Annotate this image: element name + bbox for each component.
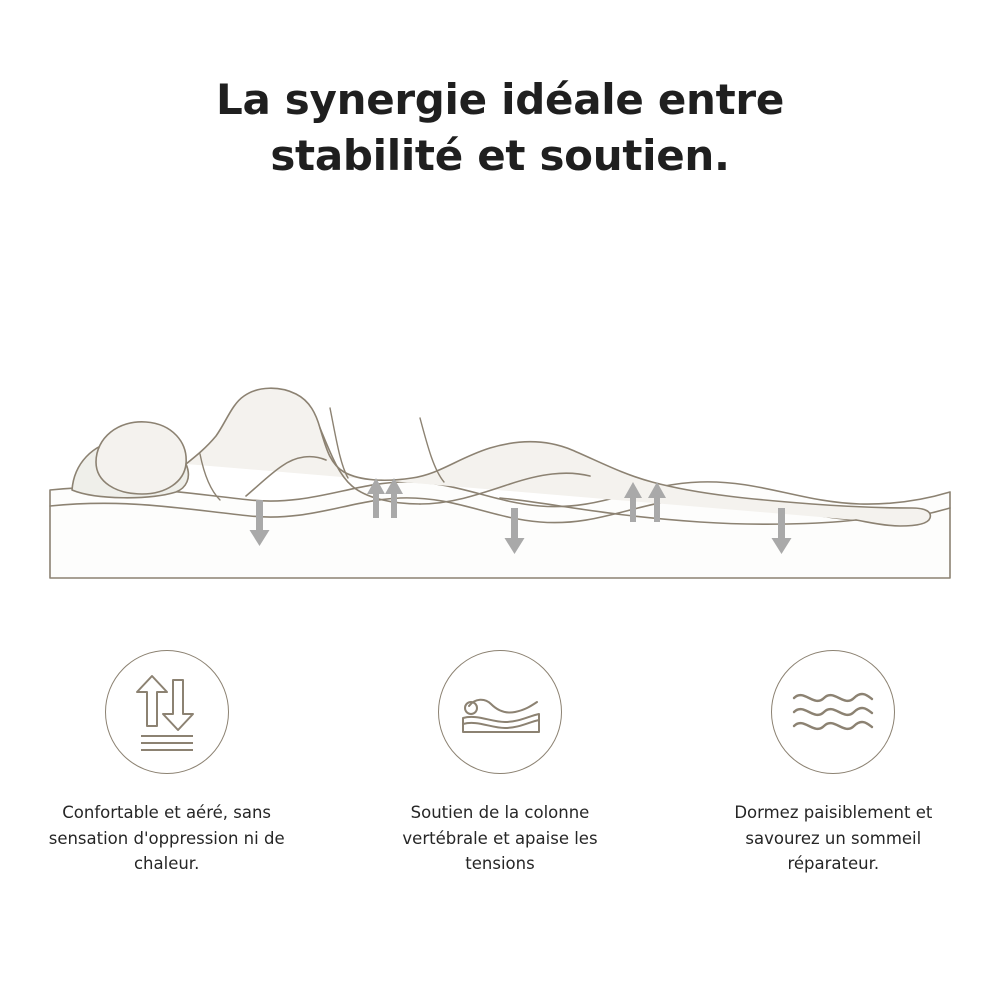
page-title [0, 72, 1000, 183]
up-down-arrows-airflow-icon [105, 650, 229, 774]
mattress-body [50, 482, 950, 578]
spine-support-mattress-icon [438, 650, 562, 774]
feature-item [683, 650, 983, 877]
feature-caption: Soutien de la colonne vertébrale et apaise les tensions [402, 803, 598, 874]
calm-waves-sleep-icon [771, 650, 895, 774]
mattress-illustration [0, 268, 1000, 608]
feature-caption: Dormez paisiblement et savourez un sommeil réparateur. [734, 803, 933, 874]
feature-caption: Confortable et aéré, sans sensation d'oppression ni de chaleur. [48, 803, 285, 874]
feature-list [0, 650, 1000, 877]
feature-item [350, 650, 650, 877]
feature-item [17, 650, 317, 877]
page-title-line-1: La synergie idéale entre [215, 75, 785, 125]
page-title-line-2: stabilité et soutien. [270, 130, 730, 180]
